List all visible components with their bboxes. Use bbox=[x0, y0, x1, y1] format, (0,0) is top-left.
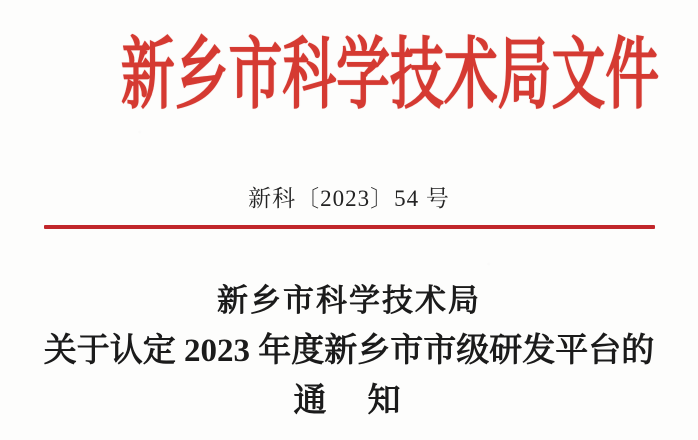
document-number: 新科〔2023〕54 号 bbox=[248, 186, 450, 211]
document-masthead bbox=[0, 31, 698, 118]
notice-issuer-line: 新乡市科学技术局 bbox=[217, 283, 481, 318]
masthead-title: 新乡市科学技术局文件 bbox=[120, 31, 660, 118]
notice-title-block bbox=[0, 285, 698, 418]
notice-subject-line: 关于认定 2023 年度新乡市市级研发平台的 bbox=[43, 333, 655, 369]
notice-type-line: 通 知 bbox=[293, 383, 405, 419]
red-divider-line bbox=[44, 225, 655, 229]
